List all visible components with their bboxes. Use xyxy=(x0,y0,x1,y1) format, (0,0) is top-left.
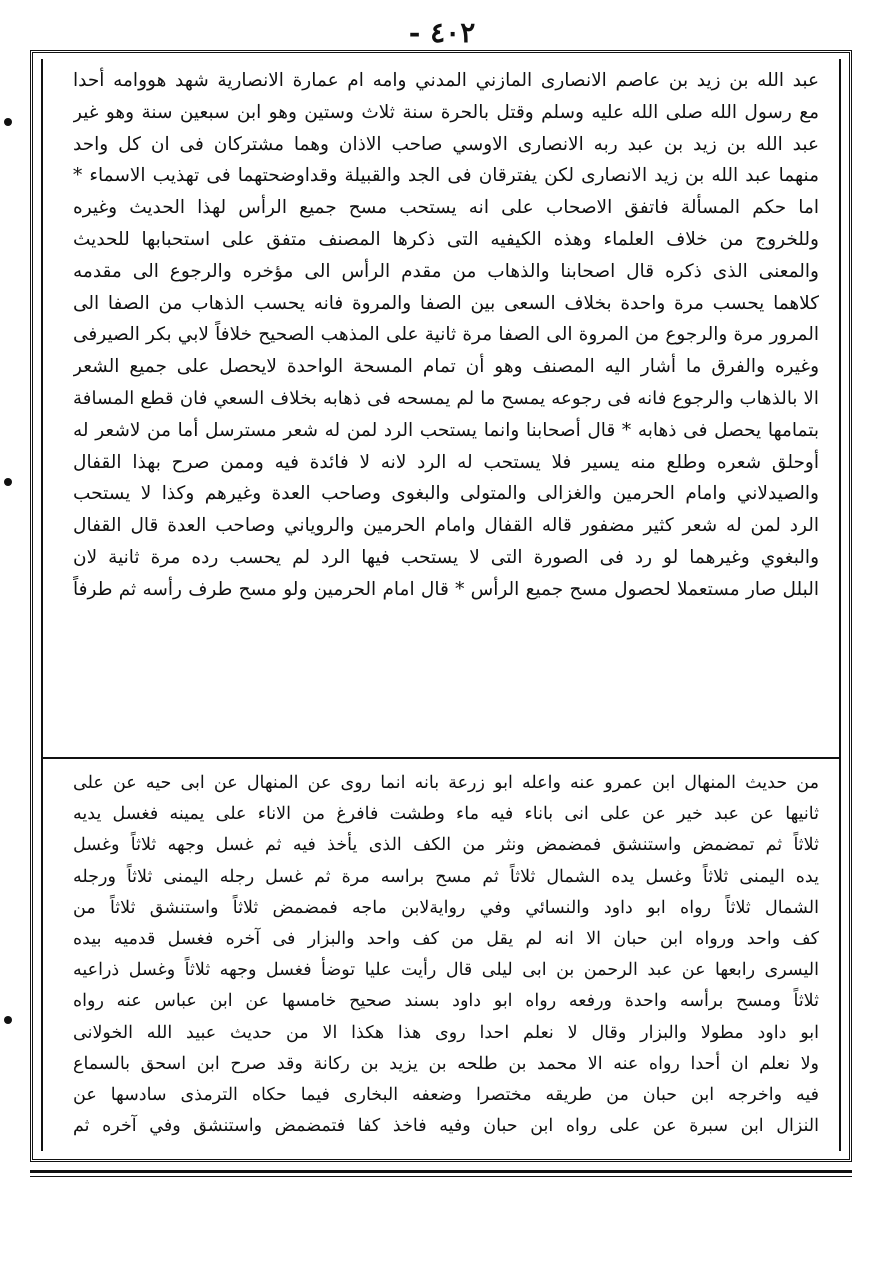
margin-dot xyxy=(4,118,12,126)
text-frame xyxy=(30,50,852,1162)
main-text-line: كلاهما يحسب مرة واحدة بخلاف السعى بين الصفا والمروة فانه يحسب الذهاب من الصفا الى xyxy=(73,292,819,314)
main-text-line: بتمامها يحصل فى ذهابه * قال أصحابنا وانما يستحب الرد لمن له شعر مسترسل أما من لاشعر له xyxy=(73,419,819,441)
margin-dot xyxy=(4,1016,12,1024)
footnote-line: اليسرى رابعها عن عبد الرحمن بن ابى ليلى قال رأيت عليا توضأ فغسل وجهه ثلاثاً وغسل ذراعيه xyxy=(73,960,819,981)
footnote-line: يده اليمنى ثلاثاً وغسل يده الشمال ثلاثاً ثم مسح براسه مرة ثم غسل رجله اليمنى ثلاثاً ورجله xyxy=(73,866,819,887)
margin-dot xyxy=(4,478,12,486)
footnote-line: كف واحد ورواه ابن حبان الا انه لم يقل من كف واحد والبزار فى آخره فغسل قدميه بيده xyxy=(73,929,819,950)
main-text-line: وغيره والفرق ما أشار اليه المصنف وهو أن تمام المسحة الواحدة لايحصل على جميع الشعر xyxy=(73,356,819,378)
footnotes-body xyxy=(73,768,819,1142)
main-text-line: منهما عبد الله بن زيد الانصارى لكن يفترقان فى الجد والقبيلة وقداوضحتهما فى تهذيب الاسماء * xyxy=(73,165,819,187)
bottom-rule xyxy=(30,1170,852,1173)
main-text-line: والصيدلاني وامام الحرمين والغزالى والمتولى والبغوى وصاحب العدة وغيرهم وكذا لا يستحب xyxy=(73,483,819,505)
main-text-line: عبد الله بن زيد بن عاصم الانصارى المازني المدني وامه ام عمارة الانصارية شهد هووامه أحدا xyxy=(73,70,819,91)
footnote-line: ثلاثاً ثم تمضمض واستنشق فمضمض ونثر من الكف الذى يأخذ فيه ثم غسل وجهه ثلاثاً وغسل xyxy=(73,835,819,856)
main-text-line: عبد الله بن زيد بن عبد ربه الانصارى الاوسي صاحب الاذان وهما مشتركان فى ان كل واحد xyxy=(73,133,819,155)
main-text-line: اما حكم المسألة فاتفق الاصحاب على انه يستحب مسح جميع الرأس لهذا الحديث وغيره xyxy=(73,197,819,219)
page-number: ٤٠٢ - xyxy=(408,16,476,49)
main-text-line: والبغوي وغيرهما لو رد فى الصورة التى لا يستحب فيها الرد لم يحسب رده مرة ثانية لان xyxy=(73,546,819,568)
main-text-line: الا بالذهاب والرجوع فانه فى رجوعه يمسح ما لم يمسحه فى ذهابه بخلاف السعي فان قطع المسافة xyxy=(73,387,819,409)
footnote-line: ثانيها عن عبد خير عن على انى باناء فيه ماء وطشت فافرغ من الاناء على يمينه فغسل يديه xyxy=(73,804,819,825)
main-text-line: والمعنى الذى ذكره قال اصحابنا والذهاب من مقدم الرأس الى مؤخره والرجوع الى مقدمه xyxy=(73,260,819,282)
footnote-line: ابو داود مطولا والبزار وقال لا نعلم احدا روى هذا هكذا الا من حديث عبيد الله الخولانى xyxy=(73,1022,819,1043)
main-text-line: الرد لمن له شعر كثير مضفور قاله القفال وامام الحرمين والروياني وصاحب العدة قال القفال xyxy=(73,515,819,537)
main-text-line: مع رسول الله صلى الله عليه وسلم وقتل بالحرة سنة ثلاث وستين وهو ابن سبعين سنة وهو غير xyxy=(73,101,819,123)
footnote-line: فيه واخرجه ابن حبان من طريقه مختصرا وضعفه البخارى فيما حكاه الترمذى سادسها عن xyxy=(73,1085,819,1106)
footnote-line: الشمال ثلاثاً رواه ابو داود والنسائي وفي روايةلابن ماجه فمضمض ثلاثاً واستنشق ثلاثاً من xyxy=(73,897,819,918)
main-text-line: البلل صار مستعملا لحصول مسح جميع الرأس * قال امام الحرمين ولو مسح طرف رأسه ثم طرفاً xyxy=(73,578,819,600)
bottom-rule-thin xyxy=(30,1176,852,1177)
footnote-line: ثلاثاً ومسح برأسه واحدة ورفعه رواه ابو داود بسند صحيح خامسها عن ابن عباس عنه رواه xyxy=(73,991,819,1012)
footnote-line: ولا نعلم ان أحدا رواه عنه الا محمد بن طلحه بن يزيد بن ركانة وقد صرح ابن اسحق بالسماع xyxy=(73,1053,819,1074)
main-text-line: أوحلق شعره وطلع منه يسير فلا يستحب له الرد لانه لا فائدة فيه وممن صرح بهذا القفال xyxy=(73,451,819,473)
footnote-line: من حديث المنهال ابن عمرو عنه واعله ابو زرعة بانه انما روى عن المنهال عن ابى حيه عن على xyxy=(73,773,819,793)
footnote-line: النزال ابن سبرة عن على رواه ابن حبان وفيه فاخذ كفا فتمضمض واستنشق وفي آخره ثم xyxy=(73,1116,819,1137)
main-text-line: المرور مرة والرجوع من المروة الى الصفا مرة ثانية على المذهب الصحيح خلافاً لابي بكر الصيرفى xyxy=(73,324,819,346)
footnote-divider xyxy=(43,757,839,759)
main-text-body xyxy=(73,65,819,606)
main-text-line: وللخروج من خلاف العلماء وهذه الكيفيه التى ذكرها المصنف متفق على استحبابها للحديث xyxy=(73,228,819,250)
